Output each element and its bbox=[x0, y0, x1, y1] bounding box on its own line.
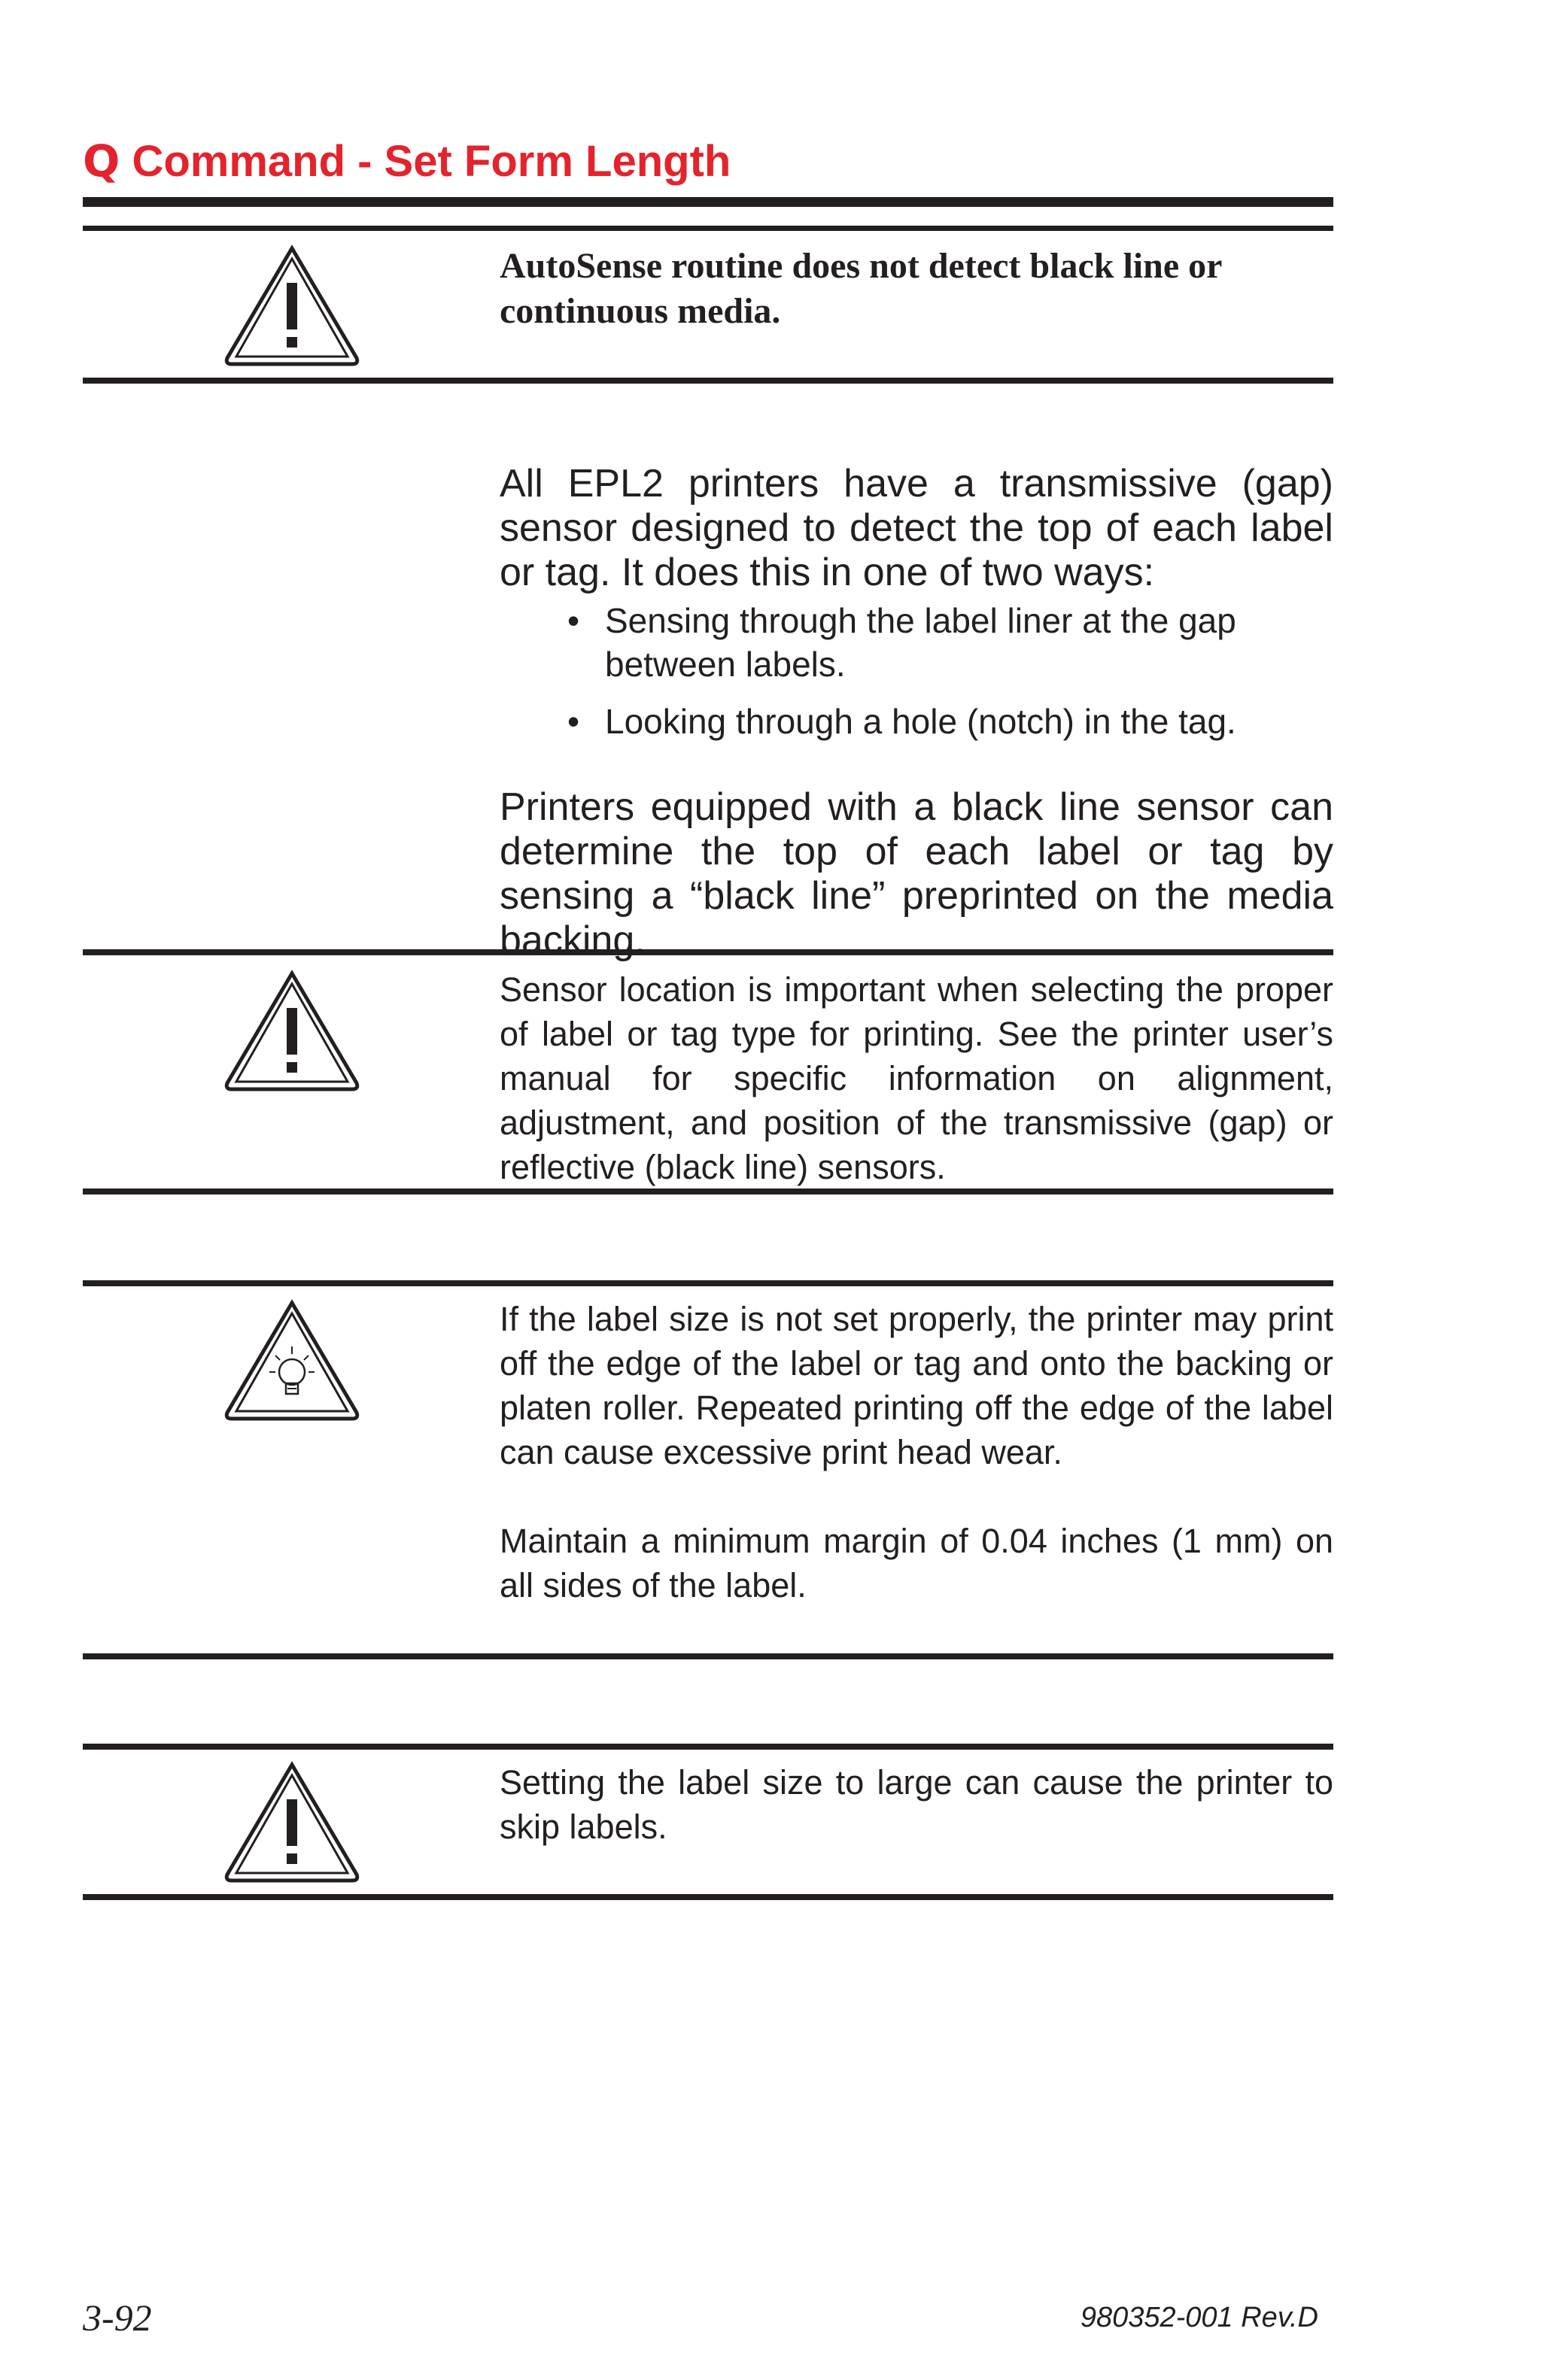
notice-1-text: AutoSense routine does not detect black line or continuous media. bbox=[500, 246, 1222, 331]
warning-icon bbox=[223, 244, 361, 369]
intro-paragraph: All EPL2 printers have a transmissive (gap) sensor designed to detect the top of each label or tag. It does this in one of two ways: bbox=[500, 462, 1333, 594]
document-revision: 980352-001 Rev.D bbox=[1080, 2302, 1318, 2333]
notice-3-text bbox=[500, 1297, 1333, 1607]
notice-2-bottom-rule bbox=[83, 1188, 1333, 1195]
list-item: • Sensing through the label liner at the gap between labels. bbox=[567, 599, 1333, 686]
notice-1-top-rule bbox=[83, 226, 1333, 231]
margin-guidance: Maintain a minimum margin of 0.04 inches (1 mm) on all sides of the label. bbox=[500, 1522, 1333, 1604]
notice-3-top-rule bbox=[83, 1280, 1333, 1286]
warning-icon bbox=[223, 1760, 361, 1885]
notice-1-bottom-rule bbox=[83, 378, 1333, 384]
black-line-paragraph: Printers equipped with a black line sensor can determine the top of each label or tag by sensing a “black line” preprinted on the media backing. bbox=[500, 785, 1333, 962]
bullet-icon: • bbox=[567, 601, 580, 640]
bullet-icon: • bbox=[567, 702, 580, 741]
notice-3-bottom-rule bbox=[83, 1653, 1333, 1659]
command-title: Command - Set Form Length bbox=[132, 137, 731, 186]
notice-4-bottom-rule bbox=[83, 1894, 1333, 1900]
list-item: • Looking through a hole (notch) in the tag. bbox=[567, 700, 1333, 743]
detection-methods-list bbox=[567, 599, 1333, 757]
notice-4-text: Setting the label size to large can cause the printer to skip labels. bbox=[500, 1763, 1333, 1846]
notice-2-text: Sensor location is important when selecting the proper of label or tag type for printing. See the printer user’s manual for specific information on alignment, adjustment, and position of the transmissive (gap) or reflective (black line) sensors. bbox=[500, 970, 1333, 1186]
lightbulb-icon bbox=[223, 1298, 361, 1423]
label-size-warning: If the label size is not set properly, the printer may print off the edge of the label or tag and onto the backing or platen roller. Repeated printing off the edge of the label can cause excessive print head wear. bbox=[500, 1300, 1333, 1471]
title-rule bbox=[83, 197, 1333, 207]
command-letter: Q bbox=[83, 135, 120, 187]
page-number: 3-92 bbox=[83, 2297, 152, 2339]
warning-icon bbox=[223, 969, 361, 1094]
page-title bbox=[83, 135, 731, 187]
notice-4-top-rule bbox=[83, 1744, 1333, 1750]
